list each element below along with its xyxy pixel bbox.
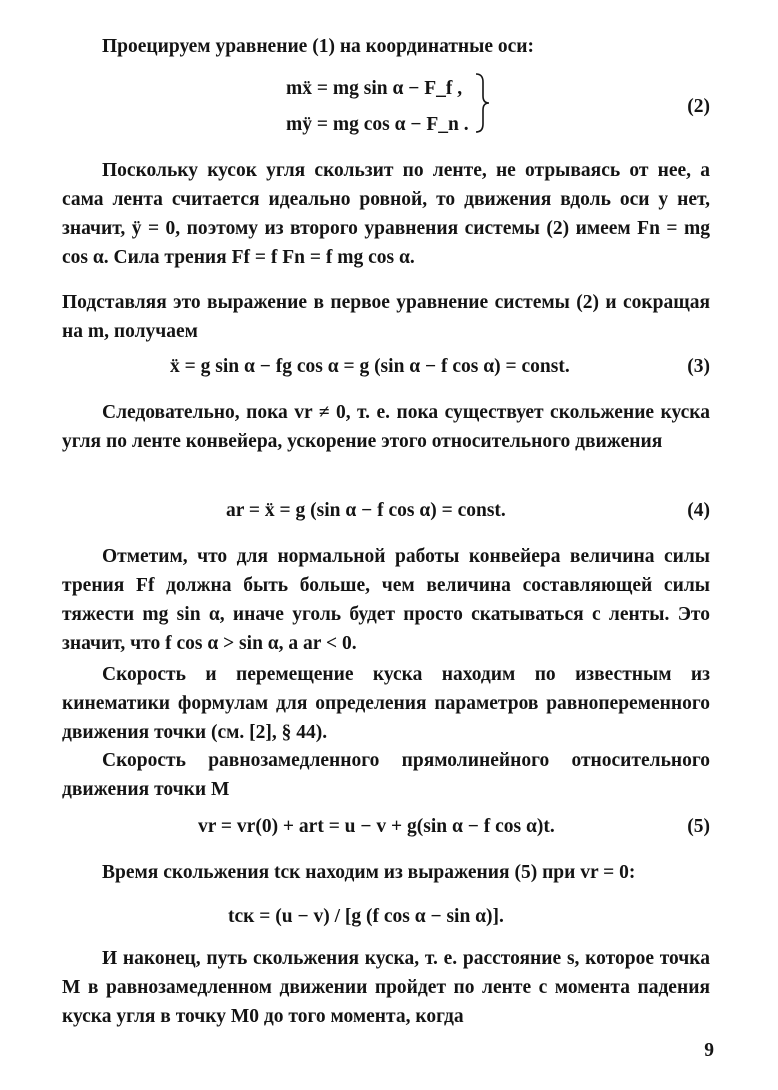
intro-paragraph: Проецируем уравнение (1) на координатные оси: bbox=[102, 36, 535, 57]
paragraph-substitution: Подставляя это выражение в первое уравнение системы (2) и сокращая на m, получаем bbox=[62, 292, 710, 342]
paragraph-kinematics: Скорость и перемещение куска находим по известным из кинематики формулам для определения параметров равнопеременного движения точки (см. [2], § 44). bbox=[62, 664, 710, 743]
equation-2-line-2: mÿ = mg cos α − F_n . bbox=[286, 114, 469, 135]
paragraph-velocity: Скорость равнозамедленного прямолинейного относительного движения точки M bbox=[62, 750, 710, 800]
equation-3-number: (3) bbox=[687, 356, 710, 377]
paragraph-slide-time: Время скольжения tск находим из выражения (5) при vr = 0: bbox=[102, 862, 636, 883]
equation-4-number: (4) bbox=[687, 500, 710, 521]
equation-6: tск = (u − v) / [g (f cos α − sin α)]. bbox=[228, 906, 504, 927]
paragraph-consequently: Следовательно, пока vr ≠ 0, т. е. пока существует скольжение куска угля по ленте конвейера, ускорение этого относительного движения bbox=[62, 402, 710, 452]
equation-5: vr = vr(0) + art = u − v + g(sin α − f cos α)t. bbox=[198, 816, 555, 837]
system-brace bbox=[474, 72, 492, 134]
equation-5-number: (5) bbox=[687, 816, 710, 837]
equation-3: ẍ = g sin α − fg cos α = g (sin α − f cos α) = const. bbox=[170, 356, 570, 377]
equation-4: ar = ẍ = g (sin α − f cos α) = const. bbox=[226, 500, 506, 521]
page-number: 9 bbox=[704, 1040, 714, 1061]
paragraph-note: Отметим, что для нормальной работы конвейера величина силы трения Ff должна быть больше, чем величина составляющей силы тяжести mg sin α, иначе уголь будет просто скатываться с ленты. Это значит, что f cos α > sin α, а ar < 0. bbox=[62, 546, 710, 654]
paragraph-sliding: Поскольку кусок угля скользит по ленте, не отрываясь от нее, а сама лента считается идеально ровной, то движения вдоль оси y нет, значит, ÿ = 0, поэтому из второго уравнения системы (2) имеем Fn = mg cos α. Сила трения Ff = f Fn = f mg cos α. bbox=[62, 160, 710, 268]
equation-2-number: (2) bbox=[687, 96, 710, 117]
equation-2-line-1: mẍ = mg sin α − F_f , bbox=[286, 78, 463, 99]
paragraph-distance: И наконец, путь скольжения куска, т. е. расстояние s, которое точка M в равнозамедленном движении пройдет по ленте с момента падения куска угля в точку M0 до того момента, когда bbox=[62, 948, 710, 1027]
